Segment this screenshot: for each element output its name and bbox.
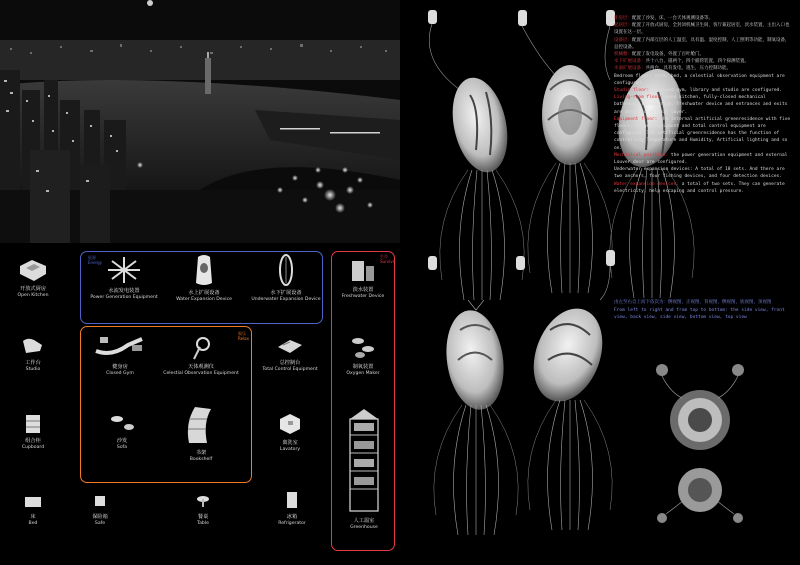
safe-icon (90, 491, 110, 511)
desc-line: 卧房层：配置了沙发，床，一台天体观测设备等。 (614, 16, 713, 21)
studio-icon (20, 335, 46, 357)
legend-underwater-expansion: 水下扩展设备 Underwater Expansion Device (250, 253, 322, 303)
desc-line: Living-room floor: open kitchen, fully-closed mechanical bathroom, living room, freshwater device and entrances and exits are designed in this layer. (614, 95, 788, 115)
legend-open-kitchen: 开放式厨房 Open Kitchen (8, 258, 58, 299)
desc-line: 水面扩展设备：共两台，具有发电，逃生，压力控制功能。 (614, 66, 731, 72)
legend-lavatory: 离洗室 Lavatory (260, 411, 320, 453)
side-view-pod-2 (428, 256, 518, 535)
legend-oxygen-maker: 制氧装置 Oxygen Maker (335, 331, 391, 377)
table-icon (193, 491, 213, 511)
desc-line: 机械舱：配置了发电设备，外置了百叶舱门。 (614, 52, 704, 58)
side-view-pod (428, 10, 524, 310)
desc-line: Studio floor: a closed gym, library and studio are configured. (614, 88, 782, 94)
legend-safe: 保险箱 Safe (80, 491, 120, 527)
legend-total-control: 总控制台 Total Control Equipment (256, 335, 324, 373)
legend-table: 餐桌 Table (178, 491, 228, 527)
total-control-icon (275, 335, 305, 357)
desc-line: 起居层：配置了开放式厨房，全封闭机械卫生间，客厅兼起居室，淡水装置，主出入口也设置在这一层。 (614, 23, 790, 36)
legend-water-expansion: 水上扩展设备 Water Expansion Device (168, 253, 240, 303)
relax-group-tag: 娱乐 Relax (238, 331, 249, 341)
greenhouse-icon (344, 405, 384, 515)
desc-line: Equipment floor: the internal artificial greenresidence with five floors, oxygen equipment and total control equipment are configured. The artificial greenresidence has the function of controlling Temperature and Humidity, Artificial lighting and so on. (614, 116, 791, 151)
cupboard-icon (24, 413, 42, 435)
views-caption-cn: 由左至右自上而下依次为：侧视图，正视图，背视图，侧视图，底视图，顶视图 (614, 300, 772, 305)
legend-celestial-observation: 天体观测仪 Celestial Observation Equipment (158, 333, 244, 377)
city-skyline-illustration (0, 0, 400, 243)
legend-bookshelf: 书架 Bookshelf (170, 403, 232, 463)
views-caption (614, 299, 792, 322)
lavatory-icon (276, 411, 304, 437)
equipment-legend-board (0, 243, 400, 565)
views-caption-en: From left to right and from top to bottom: the side view, front view, back view, side view, bottom view, top view (614, 307, 785, 320)
desc-line: Underwater expansion devices: A total of 18 sets. And there are two anchors, four fishing devices, and four detection devices. (614, 167, 785, 180)
legend-greenhouse: 人工温室 Greenhouse (336, 405, 392, 531)
bookshelf-icon (181, 403, 221, 447)
top-row-right-pod (600, 250, 615, 300)
desc-line: 设备层：配置了内部互层的人工温室，具有温、湿度控制，人工照明等功能，制氧设备，总控设备。 (614, 37, 790, 50)
open-kitchen-icon (18, 258, 48, 283)
survive-group-tag: 生存 Survive (380, 254, 396, 264)
underwater-expansion-icon (276, 253, 296, 287)
legend-power-generation: 水流发电装置 Power Generation Equipment (88, 255, 160, 301)
desc-line: 水下扩展设备：共十八台，锚两个，四个捕捞装置，四个探测装置。 (614, 59, 749, 65)
floor-description (614, 15, 792, 195)
legend-cupboard: 组合柜 Cupboard (8, 413, 58, 451)
legend-refrigerator: 冰箱 Refrigerator (262, 489, 322, 527)
legend-studio: 工作台 Studio (8, 335, 58, 373)
power-generation-icon (104, 255, 144, 285)
water-expansion-icon (192, 253, 216, 287)
legend-sofa: 沙发 Sofa (92, 411, 152, 451)
legend-bed: 床 Bed (8, 491, 58, 527)
sofa-icon (107, 411, 137, 435)
top-view-pod (656, 364, 744, 523)
freshwater-icon (349, 258, 377, 284)
legend-freshwater: 淡水装置 Freshwater Device (335, 258, 391, 300)
closed-gym-icon (92, 331, 148, 361)
desc-line: Bedroom floor: sofa, bed, a celestial observation equipment are configured. (614, 73, 785, 86)
energy-group-tag: 能源 Energy (88, 255, 103, 265)
desc-line: Water expansion devices: a total of two sets. They can generate electricity, help escaping and control pressure. (614, 181, 785, 194)
celestial-observation-icon (188, 333, 214, 361)
legend-closed-gym: 健身房 Closed Gym (88, 331, 152, 377)
desc-line: Mechanical position: the power generation equipment and external Louver door are configured. (614, 152, 788, 166)
oxygen-maker-icon (348, 331, 378, 361)
bottom-view-pod (516, 256, 614, 530)
front-view-pod (518, 10, 612, 293)
city-night-photo (0, 0, 400, 243)
bed-icon (21, 491, 45, 511)
refrigerator-icon (282, 489, 302, 511)
